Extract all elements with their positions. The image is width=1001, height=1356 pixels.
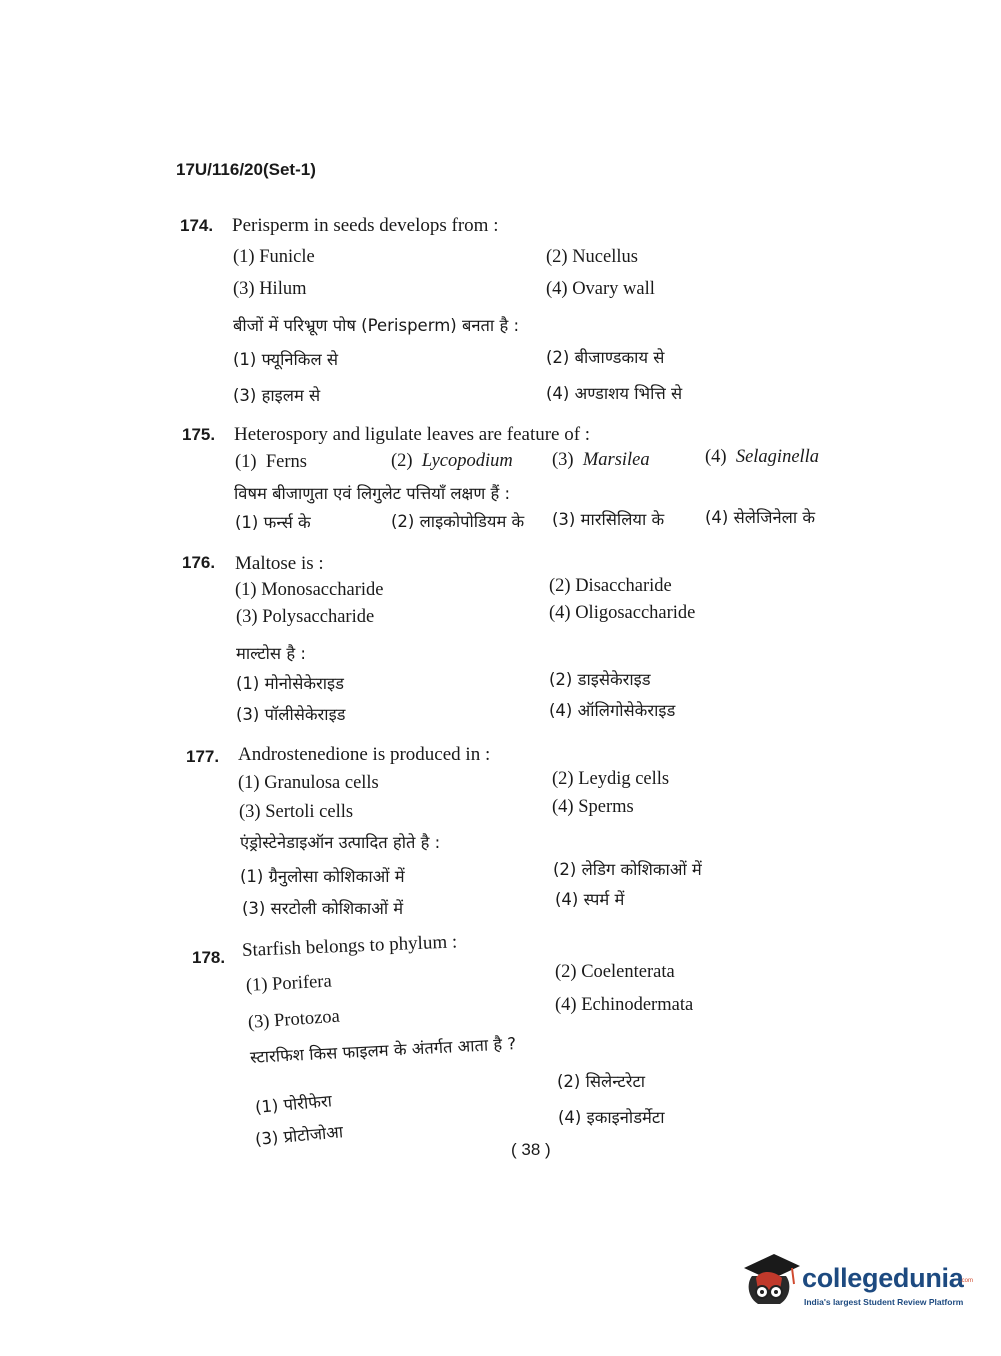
option-4: (4) Oligosaccharide <box>549 603 696 623</box>
question-number: 178. <box>192 948 226 967</box>
option-number: (3) <box>552 450 574 470</box>
option-label: Selaginella <box>735 447 820 467</box>
option-2: (2) Coelenterata <box>555 962 675 982</box>
question-text-hindi: माल्टोस है : <box>236 644 306 663</box>
option-number: (4) <box>705 447 727 467</box>
option-1-hindi: (1) पोरीफेरा <box>254 1091 333 1117</box>
option-4: (4) Echinodermata <box>555 995 694 1015</box>
option-1 <box>235 452 307 473</box>
option-4-hindi: (4) ऑलिगोसेकेराइड <box>549 701 676 720</box>
brand-name: collegedunia <box>802 1263 964 1293</box>
option-3: (3) Polysaccharide <box>236 607 375 627</box>
question-number: 174. <box>180 216 214 235</box>
question-text: Perisperm in seeds develops from : <box>232 215 499 236</box>
option-3-hindi: (3) सरटोली कोशिकाओं में <box>242 899 404 918</box>
mascot-icon <box>740 1250 802 1312</box>
option-1: (1) Monosaccharide <box>235 580 384 600</box>
brand-dotcom: .com <box>960 1278 974 1284</box>
option-3: (3) Protozoa <box>247 1006 341 1033</box>
option-4-hindi: (4) अण्डाशय भित्ति से <box>546 384 683 403</box>
question-text: Heterospory and ligulate leaves are feature of : <box>234 424 591 445</box>
question-number: 177. <box>186 747 220 766</box>
option-2-hindi: (2) लाइकोपोडियम के <box>391 512 525 531</box>
question-text-hindi: बीजों में परिभ्रूण पोष (Perisperm) बनता है : <box>233 316 520 335</box>
option-1: (1) Funicle <box>233 247 315 267</box>
question-number: 175. <box>182 425 216 444</box>
option-2-hindi: (2) लेडिग कोशिकाओं में <box>553 860 702 879</box>
option-3-hindi: (3) हाइलम से <box>233 386 321 405</box>
option-1: (1) Porifera <box>245 971 333 996</box>
option-label: Marsilea <box>582 450 650 470</box>
option-label: Ferns <box>265 452 307 472</box>
option-3-hindi: (3) प्रोटोजोआ <box>254 1122 344 1149</box>
page-number: ( 38 ) <box>511 1140 551 1159</box>
option-3: (3) Sertoli cells <box>239 802 354 822</box>
option-1-hindi: (1) फ्यूनिकिल से <box>233 350 339 369</box>
option-1-hindi: (1) ग्रैनुलोसा कोशिकाओं में <box>240 867 405 886</box>
question-number: 176. <box>182 553 216 572</box>
question-text-hindi: विषम बीजाणुता एवं लिगुलेट पत्तियाँ लक्षण हैं : <box>234 484 511 503</box>
option-4-hindi: (4) सेलेजिनेला के <box>705 508 816 527</box>
option-2: (2) Leydig cells <box>552 769 670 789</box>
option-2 <box>391 451 513 472</box>
option-4-hindi: (4) इकाइनोडर्मेटा <box>558 1108 665 1127</box>
option-2: (2) Disaccharide <box>549 576 672 596</box>
option-2-hindi: (2) बीजाण्डकाय से <box>546 348 665 367</box>
option-label: Lycopodium <box>421 451 513 471</box>
option-3: (3) Hilum <box>233 279 307 299</box>
question-text: Androstenedione is produced in : <box>238 744 491 765</box>
option-number: (2) <box>391 451 413 471</box>
paper-code: 17U/116/20(Set-1) <box>176 160 316 179</box>
option-2: (2) Nucellus <box>546 247 638 267</box>
option-1-hindi: (1) फर्न्स के <box>235 513 311 532</box>
brand-tagline: India's largest Student Review Platform <box>804 1297 964 1307</box>
option-4: (4) Ovary wall <box>546 279 655 299</box>
option-4-hindi: (4) स्पर्म में <box>555 890 625 909</box>
option-3 <box>552 450 650 471</box>
question-text: Maltose is : <box>235 553 324 574</box>
option-4 <box>705 447 819 468</box>
question-text: Starfish belongs to phylum : <box>241 931 458 961</box>
option-1-hindi: (1) मोनोसेकेराइड <box>236 674 344 693</box>
option-4: (4) Sperms <box>552 797 634 817</box>
option-2-hindi: (2) सिलेन्टरेटा <box>557 1072 646 1091</box>
option-3-hindi: (3) पॉलीसेकेराइड <box>236 705 346 724</box>
option-1: (1) Granulosa cells <box>238 773 379 793</box>
option-number: (1) <box>235 452 257 472</box>
question-text-hindi: एंड्रोस्टेनेडाइऑन उत्पादित होते है : <box>240 833 441 852</box>
question-text-hindi: स्टारफिश किस फाइलम के अंतर्गत आता है ? <box>249 1034 517 1067</box>
option-2-hindi: (2) डाइसेकेराइड <box>549 670 651 689</box>
option-3-hindi: (3) मारसिलिया के <box>552 510 665 529</box>
